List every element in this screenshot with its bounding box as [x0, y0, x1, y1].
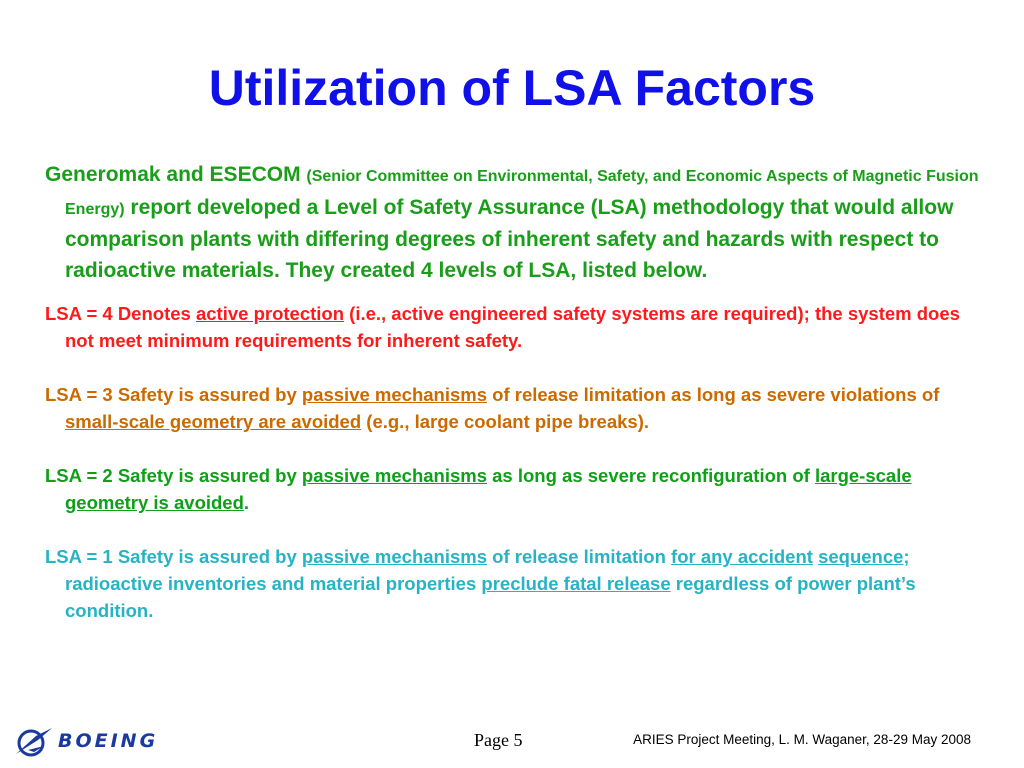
lsa-2-text-1: LSA = 2 Safety is assured by	[45, 465, 302, 486]
slide-title: Utilization of LSA Factors	[208, 60, 816, 116]
lsa-2-text-3: .	[243, 492, 250, 513]
lsa-1-text-2: of release limitation	[487, 546, 672, 567]
intro-parenthetical: (Senior Committee on Environmental, Safety, and Economic Aspects of Magnetic Fusion Energy)	[65, 168, 979, 218]
footer-note: ARIES Project Meeting, L. M. Waganer, 28-29 May 2008	[633, 732, 971, 747]
lsa-3-text-3: (e.g., large coolant pipe breaks).	[361, 411, 650, 432]
lsa-4-text-2: (i.e., active engineered safety systems are required); the system does not meet minimum requirements for inherent safety.	[65, 303, 960, 351]
slide-body	[45, 160, 980, 624]
lsa-4-paragraph	[45, 300, 980, 354]
lsa-1-underline-4: preclude fatal release	[481, 573, 671, 594]
lsa-2-underline-2: large-scale geometry is avoided	[65, 465, 912, 513]
page-number: Page 5	[474, 730, 523, 750]
lsa-1-paragraph	[45, 543, 980, 624]
lsa-1-text-1: LSA = 1 Safety is assured by	[45, 546, 302, 567]
lsa-1-underline-3: sequence	[818, 546, 904, 567]
lsa-1-text-5: regardless of power plant’s condition.	[65, 573, 916, 621]
lsa-3-text-2: of release limitation as long as severe violations of	[487, 384, 940, 405]
intro-lead: Generomak and ESECOM	[45, 163, 307, 186]
lsa-3-underline-2: small-scale geometry are avoided	[65, 411, 362, 432]
lsa-2-underline-1: passive mechanisms	[301, 465, 487, 486]
lsa-3-text-1: LSA = 3 Safety is assured by	[45, 384, 302, 405]
lsa-2-paragraph	[45, 462, 980, 516]
boeing-logo	[14, 724, 158, 758]
intro-rest: report developed a Level of Safety Assurance (LSA) methodology that would allow comparison plants with differing degrees of inherent safety and hazards with respect to radioactive materials. They created 4 levels of LSA, listed below.	[65, 195, 954, 282]
lsa-4-underline-1: active protection	[195, 303, 345, 324]
lsa-2-text-2: as long as severe reconfiguration of	[487, 465, 815, 486]
lsa-3-paragraph	[45, 381, 980, 435]
lsa-3-underline-1: passive mechanisms	[301, 384, 487, 405]
lsa-1-underline-2: for any accident	[671, 546, 813, 567]
boeing-logo-icon	[14, 724, 54, 758]
lsa-1-underline-1: passive mechanisms	[301, 546, 487, 567]
intro-paragraph	[45, 160, 980, 286]
lsa-4-text-1: LSA = 4 Denotes	[45, 303, 196, 324]
boeing-wordmark: BOEING	[58, 730, 159, 752]
lsa-1-text-4: ; radioactive inventories and material properties	[65, 546, 910, 594]
